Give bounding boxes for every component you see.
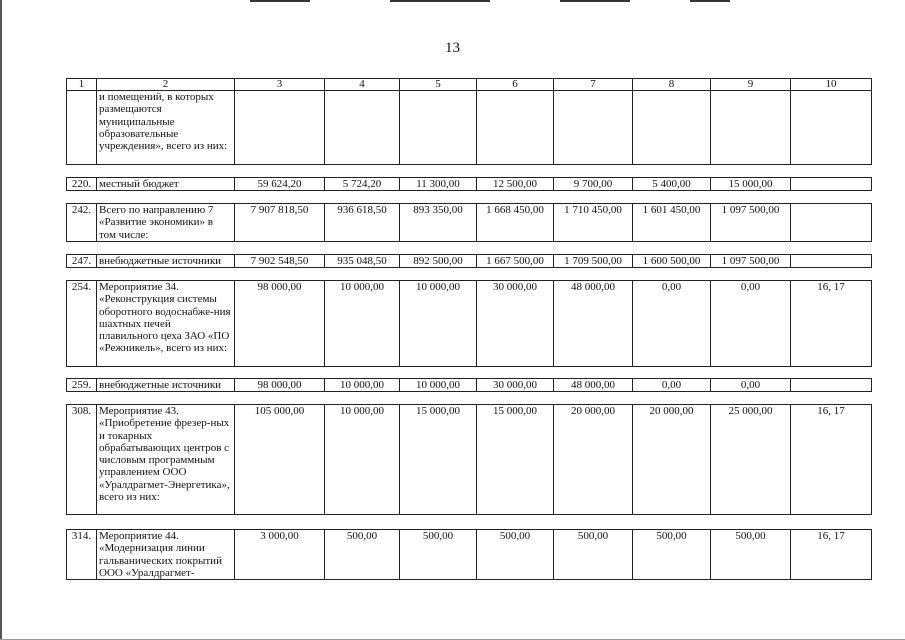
row-name: Мероприятие 44. «Модернизация линии гальванических покрытий ООО «Уралдрагмет- (97, 530, 235, 580)
row-number: 220. (67, 178, 97, 191)
row-number: 254. (67, 281, 97, 367)
row-value: 0,00 (711, 379, 791, 392)
row-value: 10 000,00 (325, 405, 400, 515)
table-row (67, 379, 872, 392)
row-number (67, 91, 97, 165)
row-value: 10 000,00 (400, 281, 477, 367)
row-name: внебюджетные источники (97, 255, 235, 268)
row-value: 500,00 (633, 530, 711, 580)
page-number: 13 (445, 40, 460, 56)
row-value: 1 709 500,00 (554, 255, 633, 268)
column-header: 9 (711, 79, 791, 91)
row-value: 500,00 (554, 530, 633, 580)
row-value: 935 048,50 (325, 255, 400, 268)
row-value: 1 667 500,00 (477, 255, 554, 268)
row-value: 16, 17 (791, 405, 872, 515)
row-value: 10 000,00 (325, 379, 400, 392)
row-number: 314. (67, 530, 97, 580)
row-value: 11 300,00 (400, 178, 477, 191)
row-value: 0,00 (633, 281, 711, 367)
row-value (711, 91, 791, 165)
row-value (325, 91, 400, 165)
column-header: 8 (633, 79, 711, 91)
row-value: 15 000,00 (400, 405, 477, 515)
row-value (791, 204, 872, 242)
table-block-314 (66, 529, 872, 580)
row-value (791, 255, 872, 268)
row-value: 3 000,00 (235, 530, 325, 580)
row-value: 30 000,00 (477, 379, 554, 392)
column-header: 7 (554, 79, 633, 91)
row-value: 5 724,20 (325, 178, 400, 191)
table-row (67, 91, 872, 165)
row-value: 500,00 (477, 530, 554, 580)
row-value: 98 000,00 (235, 281, 325, 367)
row-value (791, 91, 872, 165)
row-value: 105 000,00 (235, 405, 325, 515)
row-value: 15 000,00 (477, 405, 554, 515)
row-value: 500,00 (711, 530, 791, 580)
row-value: 7 902 548,50 (235, 255, 325, 268)
row-number: 247. (67, 255, 97, 268)
row-value (400, 91, 477, 165)
row-value: 59 624,20 (235, 178, 325, 191)
column-header: 6 (477, 79, 554, 91)
row-value: 1 600 500,00 (633, 255, 711, 268)
row-number: 242. (67, 204, 97, 242)
scan-artifact (690, 0, 730, 2)
row-value: 10 000,00 (325, 281, 400, 367)
table-row (67, 255, 872, 268)
row-value: 1 710 450,00 (554, 204, 633, 242)
row-value: 15 000,00 (711, 178, 791, 191)
row-name: Мероприятие 43. «Приобретение фрезер-ных и токарных обрабатывающих центров с числовым программным управлением ООО «Уралдрагмет-Энергетика», всего из них: (97, 405, 235, 515)
row-number: 308. (67, 405, 97, 515)
row-value: 48 000,00 (554, 379, 633, 392)
row-value: 20 000,00 (554, 405, 633, 515)
row-value: 25 000,00 (711, 405, 791, 515)
row-value: 893 350,00 (400, 204, 477, 242)
table-block-header (66, 78, 872, 165)
row-value: 16, 17 (791, 281, 872, 367)
row-value (633, 91, 711, 165)
row-name: внебюджетные источники (97, 379, 235, 392)
row-name: Мероприятие 34. «Реконструкция системы оборотного водоснабже-ния шахтных печей плавильного цеха ЗАО «ПО «Режникель», всего из них: (97, 281, 235, 367)
row-value (477, 91, 554, 165)
row-value: 936 618,50 (325, 204, 400, 242)
row-value: 892 500,00 (400, 255, 477, 268)
row-value: 9 700,00 (554, 178, 633, 191)
row-value: 98 000,00 (235, 379, 325, 392)
table-block-220 (66, 177, 872, 191)
row-value: 500,00 (325, 530, 400, 580)
row-name: местный бюджет (97, 178, 235, 191)
scan-edge (0, 0, 2, 640)
table-row (67, 204, 872, 242)
row-name: и помещений, в которых размещаются муниципальные образовательные учреждения», всего из них: (97, 91, 235, 165)
row-value: 16, 17 (791, 530, 872, 580)
table-block-308 (66, 404, 872, 515)
table-row (67, 405, 872, 515)
scan-artifact (250, 0, 310, 2)
column-header: 5 (400, 79, 477, 91)
row-value (791, 178, 872, 191)
column-header: 2 (97, 79, 235, 91)
table-block-247 (66, 254, 872, 268)
row-value: 1 097 500,00 (711, 204, 791, 242)
row-value (554, 91, 633, 165)
row-value (235, 91, 325, 165)
row-value: 0,00 (711, 281, 791, 367)
scan-artifact (390, 0, 490, 2)
row-value: 1 097 500,00 (711, 255, 791, 268)
row-name: Всего по направлению 7 «Развитие экономики» в том числе: (97, 204, 235, 242)
row-value: 1 601 450,00 (633, 204, 711, 242)
table-row (67, 530, 872, 580)
table-row (67, 281, 872, 367)
row-value: 500,00 (400, 530, 477, 580)
column-header: 1 (67, 79, 97, 91)
column-header-row (67, 79, 872, 91)
row-value (791, 379, 872, 392)
row-value: 30 000,00 (477, 281, 554, 367)
scan-artifact (560, 0, 630, 2)
table-block-254 (66, 280, 872, 367)
row-value: 7 907 818,50 (235, 204, 325, 242)
row-value: 1 668 450,00 (477, 204, 554, 242)
row-value: 5 400,00 (633, 178, 711, 191)
column-header: 4 (325, 79, 400, 91)
row-value: 48 000,00 (554, 281, 633, 367)
table-row (67, 178, 872, 191)
table-block-242 (66, 203, 872, 242)
column-header: 3 (235, 79, 325, 91)
row-value: 12 500,00 (477, 178, 554, 191)
column-header: 10 (791, 79, 872, 91)
row-number: 259. (67, 379, 97, 392)
table-block-259 (66, 378, 872, 392)
row-value: 20 000,00 (633, 405, 711, 515)
row-value: 10 000,00 (400, 379, 477, 392)
row-value: 0,00 (633, 379, 711, 392)
